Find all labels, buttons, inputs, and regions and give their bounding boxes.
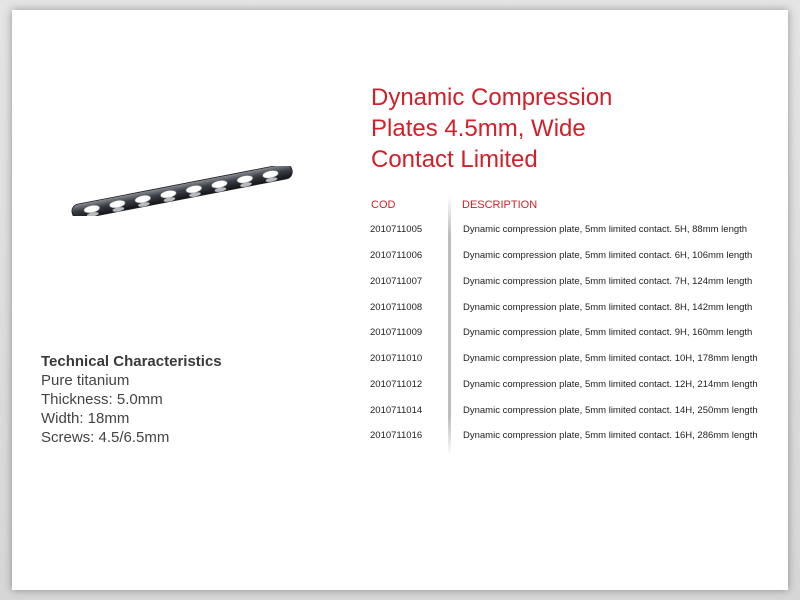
product-description: Dynamic compression plate, 5mm limited contact. 16H, 286mm length [463, 430, 758, 441]
column-header-description: DESCRIPTION [462, 199, 538, 211]
product-description: Dynamic compression plate, 5mm limited contact. 5H, 88mm length [463, 224, 748, 235]
product-description: Dynamic compression plate, 5mm limited contact. 12H, 214mm length [463, 379, 758, 390]
tech-material: Pure titanium [41, 372, 130, 389]
product-title [371, 82, 691, 175]
product-code: 2010711010 [370, 353, 423, 364]
tech-screws: Screws: 4.5/6.5mm [41, 429, 170, 446]
product-code: 2010711016 [370, 430, 423, 441]
tech-thickness: Thickness: 5.0mm [41, 391, 163, 408]
product-description: Dynamic compression plate, 5mm limited contact. 7H, 124mm length [463, 276, 753, 287]
product-code: 2010711007 [370, 276, 423, 287]
product-code: 2010711005 [370, 224, 423, 235]
tech-width: Width: 18mm [41, 410, 130, 427]
compression-plate-image [66, 166, 298, 216]
product-description: Dynamic compression plate, 5mm limited contact. 10H, 178mm length [463, 353, 758, 364]
product-code: 2010711012 [370, 379, 423, 390]
product-description: Dynamic compression plate, 5mm limited contact. 8H, 142mm length [463, 302, 753, 313]
product-code: 2010711008 [370, 302, 423, 313]
product-code: 2010711009 [370, 327, 423, 338]
title-line-2: Plates 4.5mm, Wide [371, 115, 586, 142]
column-header-cod: COD [371, 199, 396, 211]
column-divider [448, 196, 451, 456]
product-description: Dynamic compression plate, 5mm limited contact. 14H, 250mm length [463, 405, 758, 416]
product-description: Dynamic compression plate, 5mm limited contact. 9H, 160mm length [463, 327, 753, 338]
technical-characteristics [41, 352, 301, 447]
product-description: Dynamic compression plate, 5mm limited contact. 6H, 106mm length [463, 250, 753, 261]
product-code: 2010711006 [370, 250, 423, 261]
technical-heading: Technical Characteristics [41, 353, 222, 370]
title-line-3: Contact Limited [371, 146, 538, 173]
title-line-1: Dynamic Compression [371, 84, 613, 111]
product-code: 2010711014 [370, 405, 423, 416]
